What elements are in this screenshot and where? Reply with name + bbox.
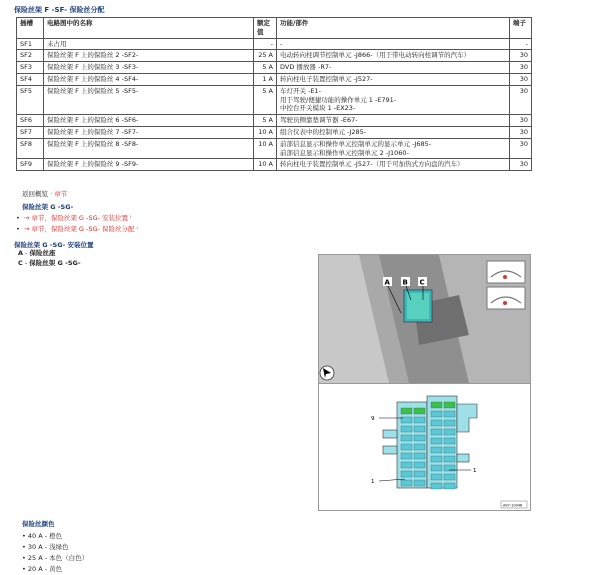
name-cell: 保险丝架 F 上的保险丝 3 -SF3- [44,62,254,74]
diagram-code: A97-10046 [503,503,523,508]
function-line: 车灯开关 -E1- [280,86,321,95]
chapter-links [16,213,138,235]
link-install-position[interactable]: • → 章节，保险丝架 G -SG- 安装位置 ˡ [16,214,132,222]
fuse-slot [414,417,425,423]
photo-label-c: C [419,278,425,287]
col-slot: 插槽 [17,18,44,39]
diagram-label-9: 9 [371,416,375,422]
function-cell [277,138,510,159]
slot-cell: SF6 [17,115,44,127]
legend-item: C - 保险丝架 G -SG- [18,259,81,267]
slot-cell: SF8 [17,138,44,159]
slot-cell: SF5 [17,85,44,114]
fuse-slot [401,444,412,450]
function-cell [277,62,510,74]
fuse-colors [22,519,88,575]
rating-cell: 5 A [254,115,277,127]
fuse-slot [444,420,455,426]
function-cell [277,115,510,127]
table-row [17,73,532,85]
terminal-cell: 30 [510,85,532,114]
rating-cell: 10 A [254,159,277,171]
function-cell [277,73,510,85]
function-line: 转向柱电子装置控制单元 -J527- [280,74,373,83]
fuse-slot [444,474,455,480]
fuse-slot [444,411,455,417]
fuse-slot [414,471,425,477]
color-item: • 30 A - 浅绿色 [22,543,69,551]
slot-cell: SF7 [17,126,44,138]
function-line: - [280,39,283,48]
photo-label-a: A [384,278,390,287]
function-line: 电动转向柱调节控制单元 -J866-（用于带电动转向柱调节的汽车） [280,51,471,60]
slot-cell: SF3 [17,62,44,74]
name-cell: 保险丝架 F 上的保险丝 9 -SF9- [44,159,254,171]
function-line: DVD 播放器 -R7- [280,63,332,72]
name-cell: 未占用 [44,38,254,50]
name-cell: 保险丝架 F 上的保险丝 6 -SF6- [44,115,254,127]
table-row [17,159,532,171]
color-item: • 20 A - 黄色 [22,565,63,573]
function-cell [277,38,510,50]
fuse-slot [431,402,442,408]
back-line [22,189,67,198]
fuse-slot [444,429,455,435]
rating-cell: 1 A [254,73,277,85]
terminal-cell: - [510,38,532,50]
legend-item: A - 保险丝座 [18,249,56,257]
fuse-slot [431,474,442,480]
fuse-holder-diagram [318,383,531,511]
page-title: 保险丝架 F -SF- 保险丝分配 [14,6,105,14]
section-title-sg: 保险丝架 G -SG- [22,203,74,211]
function-cell [277,85,510,114]
fuse-slot [444,438,455,444]
terminal-cell: 30 [510,62,532,74]
terminal-cell: 30 [510,138,532,159]
name-cell: 保险丝架 F 上的保险丝 2 -SF2- [44,50,254,62]
rating-cell: 10 A [254,138,277,159]
fuse-slot [444,447,455,453]
fuse-slot [431,483,442,489]
col-function: 功能/部件 [277,18,510,39]
photo-label-b: B [402,278,408,287]
fuse-slot [431,420,442,426]
fuse-slot [414,435,425,441]
color-item: • 40 A - 橙色 [22,532,63,540]
name-cell: 保险丝架 F 上的保险丝 7 -SF7- [44,126,254,138]
fuse-slot [431,465,442,471]
function-cell [277,50,510,62]
rating-cell: - [254,38,277,50]
terminal-cell: 30 [510,73,532,85]
slot-cell: SF2 [17,50,44,62]
table-header-row [17,18,532,39]
function-line: 前部信息显示和操作单元控制单元 2 -J1060- [280,148,409,157]
function-line: 转向柱电子装置控制单元 -J527-（用于可加热式方向盘的汽车） [280,160,464,169]
link-fuse-assignment[interactable]: • → 章节，保险丝架 G -SG- 保险丝分配 ˡ [16,225,138,233]
color-item: • 25 A - 本色（白色） [22,554,89,562]
slot-cell: SF9 [17,159,44,171]
fuse-slot [401,435,412,441]
terminal-cell: 30 [510,115,532,127]
fuse-colors-title: 保险丝颜色 [22,520,55,528]
fuse-slot [414,453,425,459]
name-cell: 保险丝架 F 上的保险丝 5 -SF5- [44,85,254,114]
fuse-slot [431,438,442,444]
fuse-slot [401,480,412,486]
rating-cell: 5 A [254,62,277,74]
name-cell: 保险丝架 F 上的保险丝 4 -SF4- [44,73,254,85]
slot-cell: SF1 [17,38,44,50]
fuse-slot [414,444,425,450]
install-title: 保险丝架 G -SG- 安装位置 [14,241,94,249]
function-cell [277,126,510,138]
fuse-slot [431,429,442,435]
fuse-table [16,17,532,171]
slot-cell: SF4 [17,73,44,85]
install-photo [318,254,531,384]
fuse-slot [431,456,442,462]
col-terminal: 端子 [510,18,532,39]
fuse-slot [431,411,442,417]
fuse-slot [401,471,412,477]
table-row [17,85,532,114]
table-row [17,138,532,159]
rating-cell: 10 A [254,126,277,138]
fuse-slot [414,480,425,486]
fuse-slot [431,447,442,453]
chapter-link[interactable]: · 章节 [50,190,68,198]
function-line: 中控台开关模块 1 -EX23- [280,104,356,113]
function-cell [277,159,510,171]
rating-cell: 5 A [254,85,277,114]
table-row [17,50,532,62]
terminal-cell: 30 [510,159,532,171]
fuse-slot [444,402,455,408]
fuse-slot [401,426,412,432]
function-line: 组合仪表中的控制单元 -J285- [280,127,367,136]
terminal-cell: 30 [510,126,532,138]
fuse-slot [414,462,425,468]
terminal-cell: 30 [510,50,532,62]
fuse-slot [401,408,412,414]
fuse-slot [444,456,455,462]
function-line: 驾驶员侧靠垫调节器 -E67- [280,116,358,125]
col-rating: 额定值 [254,18,277,39]
back-to-overview-link[interactable]: 返回概览 [22,190,48,198]
legend [18,248,81,268]
table-row [17,115,532,127]
fuse-slot [401,453,412,459]
col-name: 电路图中的名称 [44,18,254,39]
fuse-slot [401,462,412,468]
fuse-slot [414,426,425,432]
rating-cell: 25 A [254,50,277,62]
table-row [17,126,532,138]
table-row [17,62,532,74]
fuse-slot [414,408,425,414]
fuse-slot [444,483,455,489]
function-line: 用于驾驶/便捷功能的操作单元 1 -E791- [280,95,397,104]
diagram-label-1-right: 1 [473,468,477,474]
function-line: 前部信息显示和操作单元控制单元的显示单元 -J685- [280,139,432,148]
name-cell: 保险丝架 F 上的保险丝 8 -SF8- [44,138,254,159]
diagram-label-1-left: 1 [371,479,375,485]
table-row [17,38,532,50]
